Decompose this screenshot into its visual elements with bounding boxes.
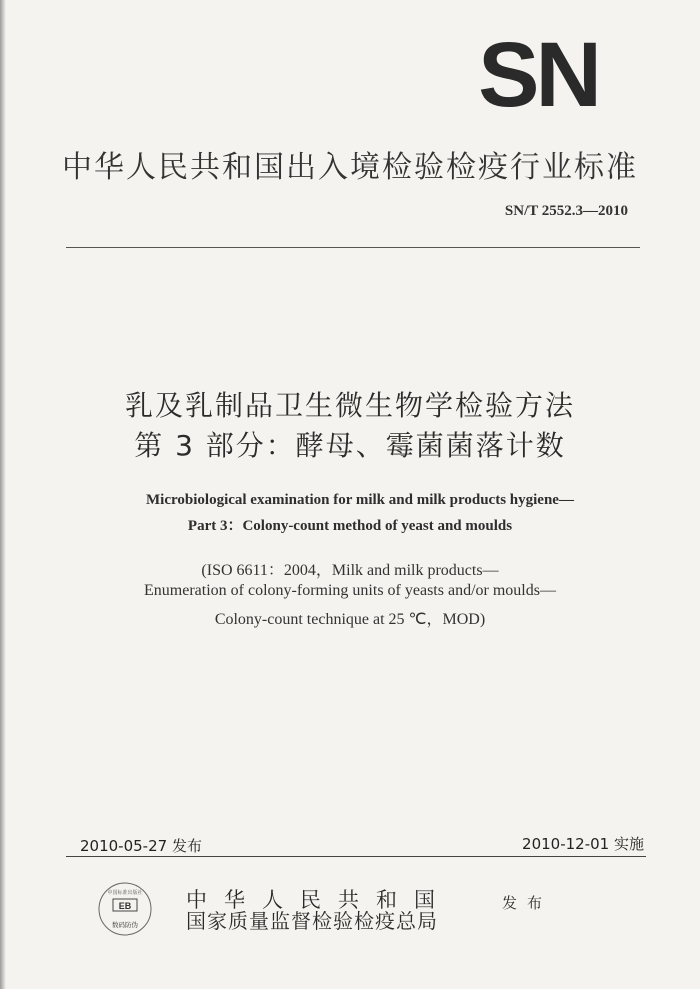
- iso-reference-line-3: Colony-count technique at 25 ℃，MOD): [214, 611, 486, 628]
- footer-divider: [66, 856, 646, 857]
- english-title-line-1: Microbiological examination for milk and milk products hygiene—: [146, 492, 574, 508]
- iso-reference-line-1: (ISO 6611：2004，Milk and milk products—: [201, 562, 499, 579]
- standard-code: SN/T 2552.3—2010: [504, 203, 628, 219]
- stamp-bottom-text: 数码防伪: [112, 921, 138, 929]
- iso-reference-line-2: Enumeration of colony-forming units of yeasts and/or moulds—: [144, 582, 556, 599]
- issue-date: 2010-05-27 发布: [80, 837, 202, 855]
- anti-counterfeit-stamp: [92, 881, 158, 937]
- issuing-organization-title: 中华人民共和国出入境检验检疫行业标准: [62, 150, 638, 185]
- chinese-title-line-2: 第 3 部分：酵母、霉菌菌落计数: [134, 429, 566, 462]
- publisher-agency: 国家质量监督检验检疫总局: [186, 909, 438, 933]
- stamp-code: EB: [118, 901, 132, 911]
- sn-logo-text: SN: [478, 36, 598, 112]
- chinese-title-line-1: 乳及乳制品卫生微生物学检验方法: [124, 389, 575, 422]
- sn-logo: [466, 36, 610, 112]
- header-divider: [66, 247, 640, 248]
- stamp-top-text: 中国标准出版社: [107, 890, 143, 896]
- publisher-country: 中华人民共和国: [186, 888, 452, 912]
- english-title-line-2: Part 3：Colony-count method of yeast and moulds: [187, 518, 513, 534]
- implementation-date: 2010-12-01 实施: [522, 835, 644, 853]
- publish-label: 发布: [502, 894, 553, 912]
